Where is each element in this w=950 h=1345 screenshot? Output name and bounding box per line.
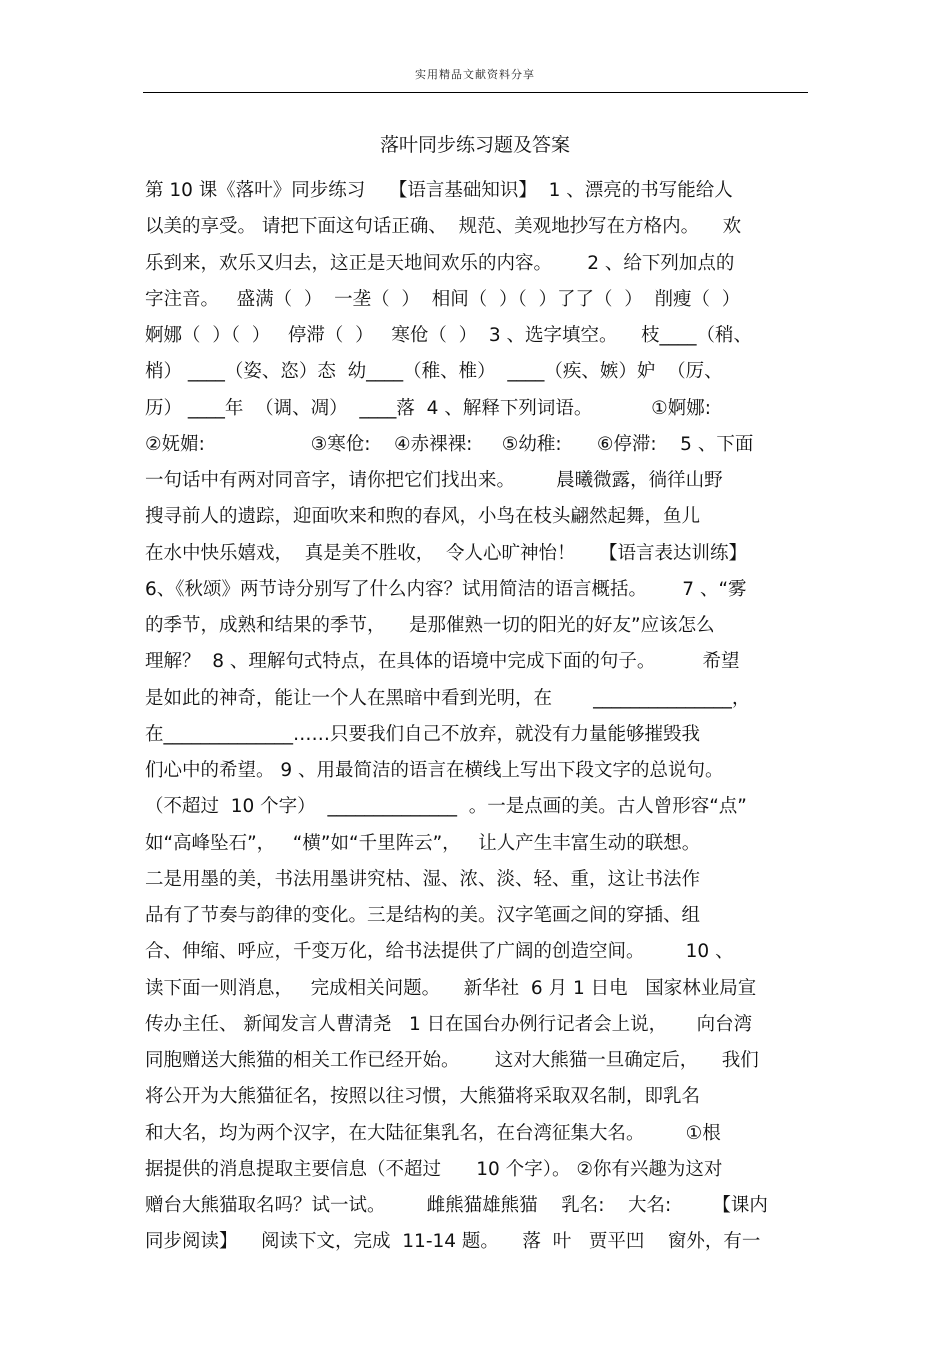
- body-line-14: 理解？ 8 、理解句式特点，在具体的语境中完成下面的句子。 希望: [145, 651, 740, 673]
- document-title: 落叶同步练习题及答案: [379, 134, 570, 156]
- body-line-25: 同胞赠送大熊猫的相关工作已经开始。 这对大熊猫一旦确定后， 我们: [145, 1050, 759, 1071]
- body-line-6: 梢） ____（姿、恣）态 幼____（稚、椎） ____（疾、嫉）妒 （厉、: [145, 361, 723, 383]
- body-line-18: （不超过 10 个字） ______________ 。一是点画的美。古人曾形容“点”: [145, 796, 747, 818]
- document-body: [145, 173, 810, 1261]
- body-line-1: 第 10 课《落叶》同步练习 【语言基础知识】 1 、漂亮的书写能给人: [145, 180, 733, 201]
- body-line-2: 以美的享受。 请把下面这句话正确、 规范、美观地抄写在方格内。 欢: [145, 216, 742, 238]
- body-line-24: 传办主任、 新闻发言人曹清尧 1 日在国台办例行记者会上说， 向台湾: [145, 1013, 753, 1035]
- body-line-3: 乐到来，欢乐又归去，这正是天地间欢乐的内容。 2 、给下列加点的: [145, 252, 735, 274]
- body-line-16: 在______________……只要我们自己不放弃，就没有力量能够摧毁我: [145, 723, 701, 745]
- body-line-7: 历） ____年 （调、凋） ____落 4 、解释下列词语。 ①婀娜:: [145, 397, 711, 419]
- body-line-23: 读下面一则消息， 完成相关问题。 新华社 6 月 1 日电 国家林业局宣: [145, 977, 757, 999]
- body-line-17: 们心中的希望。 9 、用最简洁的语言在横线上写出下段文字的总说句。: [145, 760, 724, 781]
- body-line-29: 赠台大熊猫取名吗？试一试。 雌熊猫雄熊猫 乳名: 大名: 【课内: [145, 1195, 768, 1216]
- body-line-8: ②妩媚: ③寒伧: ④赤裸裸: ⑤幼稚: ⑥停滞: 5 、下面: [145, 433, 754, 455]
- body-line-9: 一句话中有两对同音字，请你把它们找出来。 晨曦微露，徜徉山野: [145, 470, 723, 491]
- body-line-13: 的季节，成熟和结果的季节， 是那催熟一切的阳光的好友”应该怎么: [145, 615, 715, 636]
- body-line-30: 同步阅读】 阅读下文，完成 11-14 题。 落 叶 贾平凹 窗外，有一: [145, 1231, 761, 1253]
- body-line-5: 婀娜（ ）（ ） 停滞（ ） 寒伧（ ） 3 、选字填空。 枝____（稍、: [145, 325, 753, 346]
- header-divider: [143, 92, 808, 93]
- body-line-20: 二是用墨的美，书法用墨讲究枯、湿、浓、淡、轻、重，这让书法作: [145, 868, 701, 890]
- body-line-11: 在水中快乐嬉戏， 真是美不胜收， 令人心旷神怡！ 【语言表达训练】: [145, 542, 748, 564]
- body-line-10: 搜寻前人的遗踪，迎面吹来和煦的春风，小鸟在枝头翩然起舞，鱼儿: [145, 506, 701, 528]
- body-line-4: 字注音。 盛满（ ） 一垄（ ） 相间（ ）（ ）了了（ ） 削瘦（ ）: [145, 288, 741, 310]
- body-line-27: 和大名，均为两个汉字，在大陆征集乳名，在台湾征集大名。 ①根: [145, 1122, 721, 1144]
- body-line-26: 将公开为大熊猫征名，按照以往习惯，大熊猫将采取双名制，即乳名: [145, 1086, 701, 1108]
- body-line-22: 合、伸缩、呼应，千变万化，给书法提供了广阔的创造空间。 10 、: [145, 941, 734, 963]
- body-line-19: 如“高峰坠石”， “横”如“千里阵云”， 让人产生丰富生动的联想。: [145, 832, 701, 854]
- page-header: 实用精品文献资料分享: [415, 68, 535, 81]
- body-line-28: 据提供的消息提取主要信息（不超过 10 个字）。 ②你有兴趣为这对: [145, 1158, 723, 1180]
- body-line-12: 6、《秋颂》两节诗分别写了什么内容？试用简洁的语言概括。 7 、“雾: [145, 578, 747, 600]
- body-line-21: 品有了节奏与韵律的变化。三是结构的美。汉字笔画之间的穿插、组: [145, 905, 701, 926]
- body-line-15: 是如此的神奇，能让一个人在黑暗中看到光明，在 _______________，: [145, 687, 751, 709]
